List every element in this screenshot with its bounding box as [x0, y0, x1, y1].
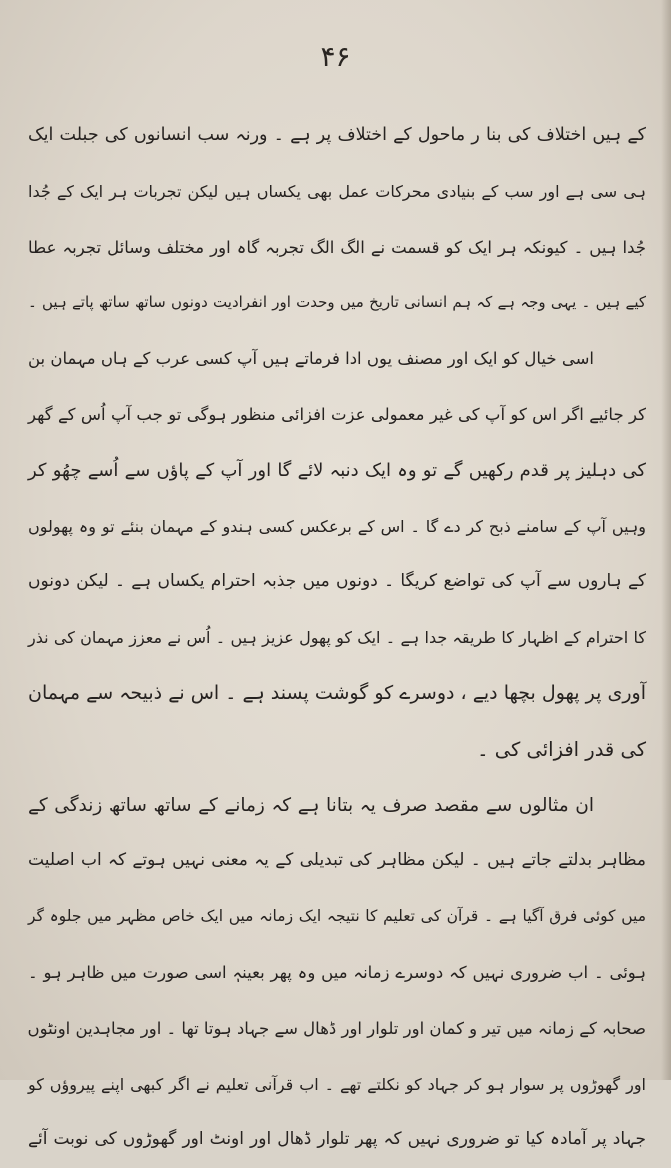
- text-line: ان مثالوں سے مقصد صرف یہ بتانا ہے کہ زمانے کے ساتھ ساتھ زندگی کے: [28, 794, 594, 816]
- text-line: ہی سی ہے اور سب کے بنیادی محرکات عمل بھی یکساں ہیں لیکن تجربات ہر ایک کے جُدا: [28, 181, 646, 201]
- body-text: [28, 108, 646, 1168]
- text-line: کے ہیں اختلاف کی بنا ر ماحول کے اختلاف پر ہے ۔ ورنہ سب انسانوں کی جبلت ایک: [28, 125, 646, 145]
- text-line: مظاہر بدلتے جاتے ہیں ۔ لیکن مظاہر کی تبدیلی کے یہ معنی نہیں ہوتے کہ اب اصلیت: [28, 850, 646, 871]
- text-line: میں کوئی فرق آگیا ہے ۔ قرآن کی تعلیم کا نتیجہ ایک زمانہ میں ایک خاص مظہر میں جلوہ گر: [28, 907, 646, 926]
- text-line: اسی خیال کو ایک اور مصنف یوں ادا فرماتے ہیں آپ کسی عرب کے ہاں مہمان بن: [27, 349, 594, 369]
- page-edge-shadow: [661, 0, 671, 1080]
- text-line: صحابہ کے زمانہ میں تیر و کمان اور تلوار اور ڈھال سے جہاد ہوتا تھا ۔ اور مجاہدین اونٹوں: [27, 1018, 646, 1038]
- text-line: کی قدر افزائی کی ۔: [477, 737, 646, 761]
- text-line: ہوئی ۔ اب ضروری نہیں کہ دوسرے زمانہ میں وہ پھر بعینہٖ اسی صورت میں ظاہر ہو ۔: [28, 962, 646, 982]
- text-line: کی دہلیز پر قدم رکھیں گے تو وہ ایک دنبہ لائے گا اور آپ کے پاؤں سے اُسے چھُو کر: [28, 459, 646, 481]
- text-line: جُدا ہیں ۔ کیونکہ ہر ایک کو قسمت نے الگ الگ تجربہ گاہ اور مختلف وسائل تجربہ عطا: [28, 237, 646, 257]
- text-line: وہیں آپ کے سامنے ذبح کر دے گا ۔ اس کے برعکس کسی ہندو کے مہمان بنئے تو وہ پھولوں: [28, 516, 646, 536]
- text-line: کیے ہیں ۔ یہی وجہ ہے کہ ہم انسانی تاریخ میں وحدت اور انفرادیت دونوں ساتھ ساتھ پاتے ہیں ۔: [28, 293, 646, 312]
- text-line: جہاد پر آمادہ کیا تو ضروری نہیں کہ پھر تلوار ڈھال اور اونٹ اور گھوڑوں کی نوبت آئے: [28, 1129, 646, 1150]
- text-line: کے ہاروں سے آپ کی تواضع کریگا ۔ دونوں میں جذبہ احترام یکساں ہے ۔ لیکن دونوں: [28, 571, 646, 592]
- text-line: کر جائیے اگر اس کو آپ کی غیر معمولی عزت افزائی منظور ہوگی تو جب آپ اُس کے گھر: [28, 404, 646, 424]
- page-number: ۴۶: [320, 40, 351, 73]
- text-line: اور گھوڑوں پر سوار ہو کر جہاد کو نکلتے تھے ۔ اب قرآنی تعلیم نے اگر کبھی اپنے پیروؤں کو: [28, 1074, 646, 1094]
- text-line: آوری پر پھول بچھا دیے ، دوسرے کو گوشت پسند ہے ۔ اس نے ذبیحہ سے مہمان: [28, 681, 646, 704]
- text-line: کا احترام کے اظہار کا طریقہ جدا ہے ۔ ایک کو پھول عزیز ہیں ۔ اُس نے معزز مہمان کی نذر: [28, 628, 646, 648]
